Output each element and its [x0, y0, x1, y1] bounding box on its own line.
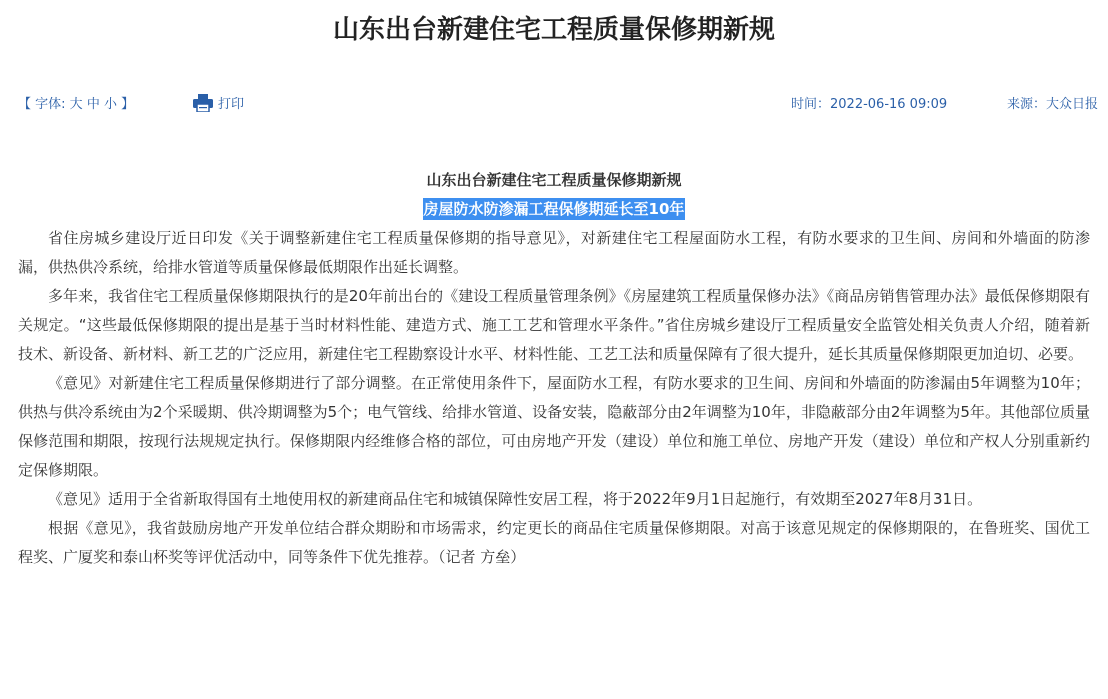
font-control-open: 【 字体:: [18, 97, 66, 112]
paragraph: 根据《意见》，我省鼓励房地产开发单位结合群众期盼和市场需求，约定更长的商品住宅质量保修期限。对高于该意见规定的保修期限的，在鲁班奖、国优工程奖、广厦奖和泰山杯奖等评优活动中，同等条件下优先推荐。（记者 方垒）: [18, 519, 1090, 566]
printer-icon: [192, 94, 214, 112]
article-highlight-line: [18, 195, 1090, 224]
font-size-control: [18, 94, 134, 116]
font-size-small-button[interactable]: 小: [103, 97, 117, 112]
page-title: 山东出台新建住宅工程质量保修期新规: [332, 15, 775, 45]
paragraph: 省住房城乡建设厅近日印发《关于调整新建住宅工程质量保修期的指导意见》，对新建住宅工程屋面防水工程，有防水要求的卫生间、房间和外墙面的防渗漏，供热供冷系统，给排水管道等质量保修最低期限作出延长调整。: [18, 229, 1090, 276]
print-button[interactable]: [192, 94, 244, 116]
paragraph: 多年来，我省住宅工程质量保修期限执行的是20年前出台的《建设工程质量管理条例》《房屋建筑工程质量保修办法》《商品房销售管理办法》最低保修期限有关规定。“这些最低保修期限的提出是基于当时材料性能、建造方式、施工工艺和管理水平条件。”省住房城乡建设厅工程质量安全监管处相关负责人介绍，随着新技术、新设备、新材料、新工艺的广泛应用，新建住宅工程勘察设计水平、材料性能、工艺工法和质量保障有了很大提升，延长其质量保修期限更加迫切、必要。: [18, 287, 1090, 363]
article-source: 来源：大众日报: [1006, 97, 1098, 112]
article-subtitle: 山东出台新建住宅工程质量保修期新规: [426, 171, 682, 189]
paragraph: 《意见》适用于全省新取得国有土地使用权的新建商品住宅和城镇保障性安居工程，将于2022年9月1日起施行，有效期至2027年8月31日。: [48, 490, 983, 508]
font-control-close: 】: [121, 97, 135, 112]
print-label: 打印: [218, 97, 245, 112]
publish-time: 时间：2022-06-16 09:09: [791, 97, 948, 112]
font-size-large-button[interactable]: 大: [69, 97, 83, 112]
paragraph: 《意见》对新建住宅工程质量保修期进行了部分调整。在正常使用条件下，屋面防水工程，有防水要求的卫生间、房间和外墙面的防渗漏由5年调整为10年；供热与供冷系统由为2个采暖期、供冷期调整为5个；电气管线、给排水管道、设备安装，隐蔽部分由2年调整为10年，非隐蔽部分由2年调整为5年。其他部位质量保修范围和期限，按现行法规规定执行。保修期限内经维修合格的部位，可由房地产开发（建设）单位和施工单位、房地产开发（建设）单位和产权人分别重新约定保修期限。: [18, 374, 1090, 479]
article-body: [18, 166, 1090, 572]
font-size-medium-button[interactable]: 中: [86, 97, 100, 112]
article-meta-bar: [0, 94, 1108, 116]
article-highlight: 房屋防水防渗漏工程保修期延长至10年: [423, 200, 685, 218]
